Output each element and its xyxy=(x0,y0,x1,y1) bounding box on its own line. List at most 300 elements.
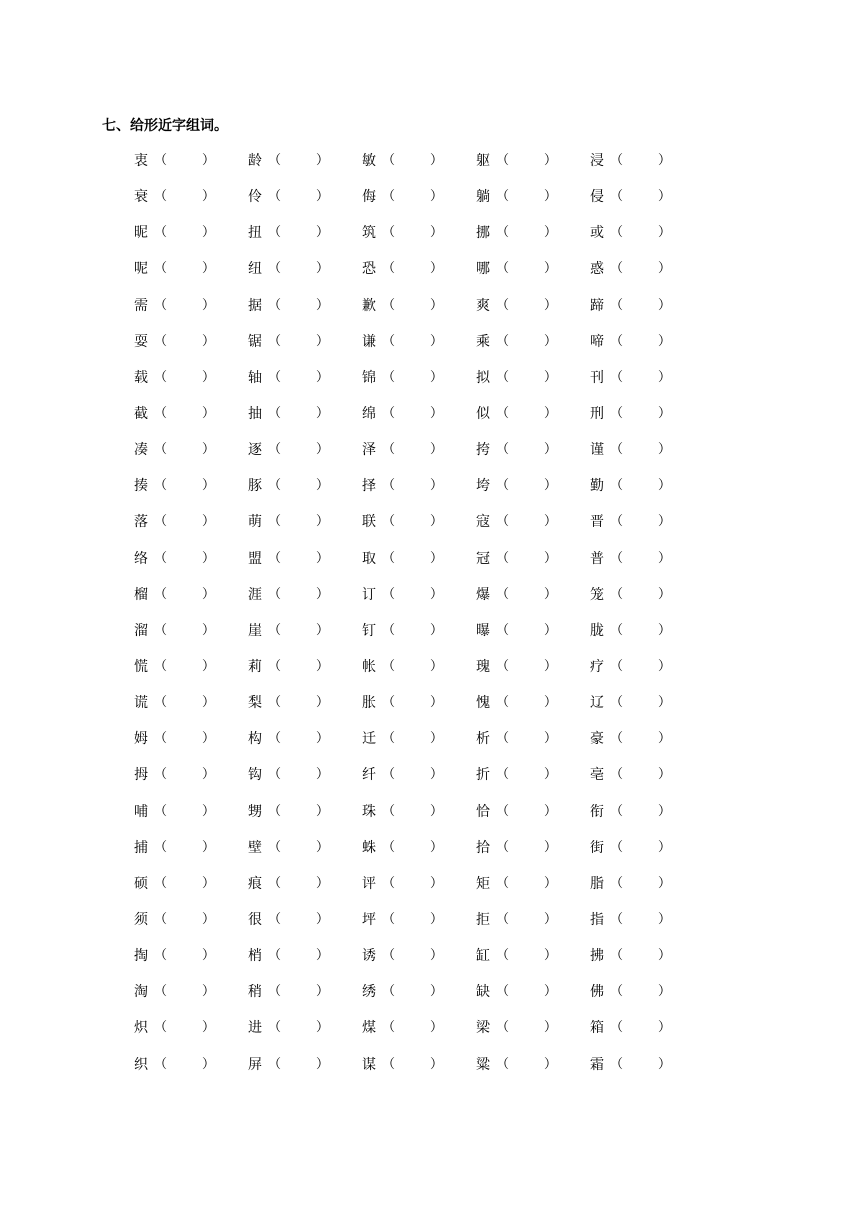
character: 筑 xyxy=(362,225,376,242)
answer-blank-close-paren: ） xyxy=(430,984,444,1000)
character: 络 xyxy=(134,550,148,567)
answer-blank-close-paren: ） xyxy=(202,405,216,421)
answer-blank-close-paren: ） xyxy=(430,225,444,241)
character: 指 xyxy=(590,911,604,928)
answer-blank-close-paren: ） xyxy=(430,658,444,674)
word-item xyxy=(134,186,234,208)
answer-blank-open-paren: （ xyxy=(382,911,396,927)
character: 耍 xyxy=(134,333,148,350)
character: 侵 xyxy=(590,189,604,206)
character: 霜 xyxy=(590,1056,604,1073)
answer-blank-close-paren: ） xyxy=(658,442,672,458)
character: 订 xyxy=(362,586,376,603)
character: 矩 xyxy=(476,875,490,892)
answer-blank-close-paren: ） xyxy=(544,767,558,783)
character: 评 xyxy=(362,875,376,892)
character: 佛 xyxy=(590,984,604,1001)
answer-blank-close-paren: ） xyxy=(658,767,672,783)
answer-blank-open-paren: （ xyxy=(268,405,282,421)
answer-blank-open-paren: （ xyxy=(382,1020,396,1036)
answer-blank-close-paren: ） xyxy=(544,695,558,711)
word-item xyxy=(362,295,462,317)
character: 很 xyxy=(248,911,262,928)
character: 甥 xyxy=(248,803,262,820)
word-item xyxy=(248,620,348,642)
word-item xyxy=(476,909,576,931)
answer-blank-close-paren: ） xyxy=(544,803,558,819)
character: 衔 xyxy=(590,803,604,820)
character: 截 xyxy=(134,405,148,422)
answer-blank-open-paren: （ xyxy=(496,767,510,783)
word-item xyxy=(476,367,576,389)
character: 纽 xyxy=(248,261,262,278)
character: 梁 xyxy=(476,1020,490,1037)
answer-blank-close-paren: ） xyxy=(316,369,330,385)
answer-blank-close-paren: ） xyxy=(658,803,672,819)
word-item xyxy=(476,620,576,642)
word-row xyxy=(134,1054,694,1090)
word-item xyxy=(476,439,576,461)
character: 寇 xyxy=(476,514,490,531)
character: 粱 xyxy=(476,1056,490,1073)
word-item xyxy=(134,981,234,1003)
section-heading: 七、给形近字组词。 xyxy=(102,118,228,134)
word-item xyxy=(248,439,348,461)
answer-blank-open-paren: （ xyxy=(496,550,510,566)
character: 绣 xyxy=(362,984,376,1001)
character: 织 xyxy=(134,1056,148,1073)
answer-blank-open-paren: （ xyxy=(154,731,168,747)
answer-blank-close-paren: ） xyxy=(430,189,444,205)
word-item xyxy=(590,945,690,967)
character: 珠 xyxy=(362,803,376,820)
answer-blank-close-paren: ） xyxy=(430,1056,444,1072)
answer-blank-close-paren: ） xyxy=(202,478,216,494)
answer-blank-open-paren: （ xyxy=(268,514,282,530)
word-item xyxy=(590,511,690,533)
character: 伶 xyxy=(248,189,262,206)
answer-blank-open-paren: （ xyxy=(610,297,624,313)
character: 拾 xyxy=(476,839,490,856)
answer-blank-open-paren: （ xyxy=(154,622,168,638)
answer-blank-close-paren: ） xyxy=(544,839,558,855)
word-item xyxy=(248,186,348,208)
answer-blank-open-paren: （ xyxy=(154,586,168,602)
word-item xyxy=(476,475,576,497)
answer-blank-open-paren: （ xyxy=(382,586,396,602)
character: 拒 xyxy=(476,911,490,928)
answer-blank-open-paren: （ xyxy=(496,261,510,277)
character: 勤 xyxy=(590,478,604,495)
word-item xyxy=(590,981,690,1003)
answer-blank-open-paren: （ xyxy=(268,297,282,313)
answer-blank-close-paren: ） xyxy=(316,875,330,891)
word-item xyxy=(248,331,348,353)
answer-blank-close-paren: ） xyxy=(544,369,558,385)
word-item xyxy=(362,548,462,570)
answer-blank-open-paren: （ xyxy=(382,333,396,349)
answer-blank-close-paren: ） xyxy=(316,622,330,638)
word-row xyxy=(134,801,694,837)
word-item xyxy=(134,728,234,750)
answer-blank-close-paren: ） xyxy=(430,803,444,819)
answer-blank-close-paren: ） xyxy=(658,658,672,674)
answer-blank-open-paren: （ xyxy=(154,153,168,168)
answer-blank-close-paren: ） xyxy=(430,622,444,638)
answer-blank-close-paren: ） xyxy=(316,658,330,674)
word-item xyxy=(476,150,576,172)
word-item xyxy=(248,403,348,425)
answer-blank-close-paren: ） xyxy=(430,261,444,277)
answer-blank-close-paren: ） xyxy=(658,622,672,638)
word-item xyxy=(590,1054,690,1076)
answer-blank-close-paren: ） xyxy=(202,803,216,819)
character: 捕 xyxy=(134,839,148,856)
answer-blank-open-paren: （ xyxy=(496,658,510,674)
word-item xyxy=(362,1017,462,1039)
answer-blank-open-paren: （ xyxy=(382,550,396,566)
character: 蹄 xyxy=(590,297,604,314)
character: 呢 xyxy=(134,261,148,278)
character: 歉 xyxy=(362,297,376,314)
word-item xyxy=(362,873,462,895)
character: 爆 xyxy=(476,586,490,603)
word-row xyxy=(134,439,694,475)
answer-blank-open-paren: （ xyxy=(154,767,168,783)
answer-blank-open-paren: （ xyxy=(382,984,396,1000)
answer-blank-open-paren: （ xyxy=(382,225,396,241)
word-item xyxy=(362,584,462,606)
answer-blank-open-paren: （ xyxy=(154,911,168,927)
answer-blank-close-paren: ） xyxy=(658,153,672,168)
character: 莉 xyxy=(248,658,262,675)
answer-blank-close-paren: ） xyxy=(202,550,216,566)
character: 浸 xyxy=(590,153,604,169)
answer-blank-close-paren: ） xyxy=(544,731,558,747)
answer-blank-open-paren: （ xyxy=(496,875,510,891)
answer-blank-close-paren: ） xyxy=(316,1056,330,1072)
character: 敏 xyxy=(362,153,376,169)
answer-blank-open-paren: （ xyxy=(496,911,510,927)
answer-blank-open-paren: （ xyxy=(154,478,168,494)
answer-blank-close-paren: ） xyxy=(658,731,672,747)
word-item xyxy=(362,728,462,750)
answer-blank-close-paren: ） xyxy=(658,514,672,530)
character: 锯 xyxy=(248,333,262,350)
answer-blank-close-paren: ） xyxy=(202,514,216,530)
character: 逐 xyxy=(248,442,262,459)
word-item xyxy=(134,258,234,280)
word-item xyxy=(362,475,462,497)
word-row xyxy=(134,367,694,403)
word-item xyxy=(248,584,348,606)
word-row xyxy=(134,837,694,873)
answer-blank-open-paren: （ xyxy=(154,839,168,855)
character: 龄 xyxy=(248,153,262,169)
answer-blank-close-paren: ） xyxy=(202,442,216,458)
word-item xyxy=(248,656,348,678)
word-item xyxy=(134,837,234,859)
answer-blank-close-paren: ） xyxy=(430,514,444,530)
answer-blank-open-paren: （ xyxy=(496,189,510,205)
word-item xyxy=(134,945,234,967)
character: 拂 xyxy=(590,948,604,965)
answer-blank-open-paren: （ xyxy=(496,333,510,349)
answer-blank-open-paren: （ xyxy=(610,405,624,421)
word-row xyxy=(134,258,694,294)
word-item xyxy=(590,258,690,280)
answer-blank-close-paren: ） xyxy=(316,1020,330,1036)
answer-blank-close-paren: ） xyxy=(202,695,216,711)
answer-blank-close-paren: ） xyxy=(430,586,444,602)
answer-blank-close-paren: ） xyxy=(544,911,558,927)
answer-blank-close-paren: ） xyxy=(658,839,672,855)
word-item xyxy=(590,150,690,172)
answer-blank-open-paren: （ xyxy=(382,875,396,891)
word-item xyxy=(134,548,234,570)
word-item xyxy=(476,801,576,823)
word-row xyxy=(134,150,694,186)
answer-blank-close-paren: ） xyxy=(430,442,444,458)
answer-blank-close-paren: ） xyxy=(202,839,216,855)
answer-blank-close-paren: ） xyxy=(316,984,330,1000)
word-item xyxy=(590,439,690,461)
word-item xyxy=(476,258,576,280)
answer-blank-close-paren: ） xyxy=(544,658,558,674)
word-item xyxy=(590,620,690,642)
answer-blank-open-paren: （ xyxy=(154,1020,168,1036)
answer-blank-close-paren: ） xyxy=(316,948,330,964)
word-row xyxy=(134,909,694,945)
answer-blank-open-paren: （ xyxy=(268,189,282,205)
word-item xyxy=(362,258,462,280)
character: 拟 xyxy=(476,369,490,386)
answer-blank-close-paren: ） xyxy=(202,1056,216,1072)
answer-blank-close-paren: ） xyxy=(202,622,216,638)
character: 豚 xyxy=(248,478,262,495)
character: 崖 xyxy=(248,622,262,639)
character: 屏 xyxy=(248,1056,262,1073)
answer-blank-close-paren: ） xyxy=(544,405,558,421)
character: 取 xyxy=(362,550,376,567)
word-item xyxy=(590,186,690,208)
answer-blank-close-paren: ） xyxy=(316,803,330,819)
word-item xyxy=(134,873,234,895)
answer-blank-open-paren: （ xyxy=(268,261,282,277)
word-item xyxy=(476,1054,576,1076)
word-item xyxy=(476,186,576,208)
character: 乘 xyxy=(476,333,490,350)
character: 煤 xyxy=(362,1020,376,1037)
answer-blank-open-paren: （ xyxy=(382,731,396,747)
word-item xyxy=(362,403,462,425)
answer-blank-open-paren: （ xyxy=(268,839,282,855)
answer-blank-open-paren: （ xyxy=(496,225,510,241)
answer-blank-open-paren: （ xyxy=(154,297,168,313)
answer-blank-open-paren: （ xyxy=(496,622,510,638)
character: 泽 xyxy=(362,442,376,459)
character: 梨 xyxy=(248,695,262,712)
answer-blank-open-paren: （ xyxy=(610,767,624,783)
character: 挎 xyxy=(476,442,490,459)
answer-blank-open-paren: （ xyxy=(154,550,168,566)
character: 哪 xyxy=(476,261,490,278)
word-row xyxy=(134,222,694,258)
answer-blank-close-paren: ） xyxy=(430,695,444,711)
answer-blank-open-paren: （ xyxy=(610,658,624,674)
character: 箱 xyxy=(590,1020,604,1037)
word-row xyxy=(134,728,694,764)
character: 谋 xyxy=(362,1056,376,1073)
answer-blank-open-paren: （ xyxy=(268,442,282,458)
word-row xyxy=(134,692,694,728)
word-item xyxy=(476,511,576,533)
word-item xyxy=(590,692,690,714)
word-item xyxy=(362,909,462,931)
word-item xyxy=(362,620,462,642)
character: 钩 xyxy=(248,767,262,784)
answer-blank-open-paren: （ xyxy=(382,514,396,530)
character: 炽 xyxy=(134,1020,148,1037)
answer-blank-close-paren: ） xyxy=(658,948,672,964)
word-row xyxy=(134,403,694,439)
answer-blank-close-paren: ） xyxy=(430,297,444,313)
answer-blank-close-paren: ） xyxy=(430,153,444,168)
answer-blank-open-paren: （ xyxy=(154,948,168,964)
answer-blank-open-paren: （ xyxy=(496,514,510,530)
word-row xyxy=(134,186,694,222)
answer-blank-open-paren: （ xyxy=(610,478,624,494)
answer-blank-open-paren: （ xyxy=(382,695,396,711)
answer-blank-close-paren: ） xyxy=(316,911,330,927)
character: 缺 xyxy=(476,984,490,1001)
character: 垮 xyxy=(476,478,490,495)
word-item xyxy=(476,981,576,1003)
answer-blank-open-paren: （ xyxy=(496,948,510,964)
answer-blank-close-paren: ） xyxy=(658,550,672,566)
word-item xyxy=(362,222,462,244)
word-item xyxy=(590,403,690,425)
answer-blank-close-paren: ） xyxy=(430,911,444,927)
character: 姆 xyxy=(134,731,148,748)
answer-blank-close-paren: ） xyxy=(430,875,444,891)
word-row xyxy=(134,475,694,511)
word-item xyxy=(476,222,576,244)
word-item xyxy=(590,584,690,606)
character: 萌 xyxy=(248,514,262,531)
character: 拇 xyxy=(134,767,148,784)
character: 落 xyxy=(134,514,148,531)
answer-blank-close-paren: ） xyxy=(202,297,216,313)
answer-blank-open-paren: （ xyxy=(268,550,282,566)
character: 载 xyxy=(134,369,148,386)
word-item xyxy=(248,909,348,931)
word-item xyxy=(134,584,234,606)
word-item xyxy=(248,1054,348,1076)
word-row xyxy=(134,656,694,692)
character: 哺 xyxy=(134,803,148,820)
answer-blank-open-paren: （ xyxy=(610,586,624,602)
word-item xyxy=(590,367,690,389)
answer-blank-close-paren: ） xyxy=(544,153,558,168)
answer-blank-close-paren: ） xyxy=(316,189,330,205)
answer-blank-close-paren: ） xyxy=(658,333,672,349)
character: 或 xyxy=(590,225,604,242)
character: 蛛 xyxy=(362,839,376,856)
character: 析 xyxy=(476,731,490,748)
answer-blank-open-paren: （ xyxy=(268,333,282,349)
answer-blank-open-paren: （ xyxy=(268,1056,282,1072)
answer-blank-open-paren: （ xyxy=(154,369,168,385)
word-item xyxy=(362,764,462,786)
answer-blank-close-paren: ） xyxy=(316,225,330,241)
word-item xyxy=(590,873,690,895)
word-item xyxy=(134,511,234,533)
word-item xyxy=(362,367,462,389)
word-item xyxy=(590,222,690,244)
answer-blank-open-paren: （ xyxy=(154,658,168,674)
word-item xyxy=(476,945,576,967)
answer-blank-close-paren: ） xyxy=(316,442,330,458)
answer-blank-open-paren: （ xyxy=(610,514,624,530)
character: 轴 xyxy=(248,369,262,386)
answer-blank-open-paren: （ xyxy=(268,622,282,638)
word-item xyxy=(134,403,234,425)
answer-blank-open-paren: （ xyxy=(496,839,510,855)
answer-blank-open-paren: （ xyxy=(496,405,510,421)
character: 恰 xyxy=(476,803,490,820)
character: 择 xyxy=(362,478,376,495)
character: 晋 xyxy=(590,514,604,531)
answer-blank-open-paren: （ xyxy=(610,948,624,964)
character: 掏 xyxy=(134,948,148,965)
answer-blank-open-paren: （ xyxy=(154,333,168,349)
word-row xyxy=(134,1017,694,1053)
answer-blank-close-paren: ） xyxy=(430,550,444,566)
answer-blank-open-paren: （ xyxy=(154,803,168,819)
answer-blank-close-paren: ） xyxy=(316,514,330,530)
answer-blank-open-paren: （ xyxy=(268,803,282,819)
word-item xyxy=(362,186,462,208)
character: 淘 xyxy=(134,984,148,1001)
answer-blank-open-paren: （ xyxy=(496,586,510,602)
word-grid xyxy=(134,150,694,1090)
word-item xyxy=(362,692,462,714)
answer-blank-close-paren: ） xyxy=(430,405,444,421)
character: 刊 xyxy=(590,369,604,386)
answer-blank-open-paren: （ xyxy=(610,153,624,168)
character: 锦 xyxy=(362,369,376,386)
answer-blank-close-paren: ） xyxy=(544,189,558,205)
answer-blank-open-paren: （ xyxy=(496,369,510,385)
character: 须 xyxy=(134,911,148,928)
answer-blank-close-paren: ） xyxy=(658,911,672,927)
word-item xyxy=(362,511,462,533)
answer-blank-open-paren: （ xyxy=(268,153,282,168)
answer-blank-close-paren: ） xyxy=(316,695,330,711)
answer-blank-close-paren: ） xyxy=(430,1020,444,1036)
character: 折 xyxy=(476,767,490,784)
answer-blank-close-paren: ） xyxy=(316,333,330,349)
word-item xyxy=(248,222,348,244)
character: 曝 xyxy=(476,622,490,639)
character: 躺 xyxy=(476,189,490,206)
word-item xyxy=(248,367,348,389)
word-item xyxy=(362,1054,462,1076)
answer-blank-close-paren: ） xyxy=(316,478,330,494)
answer-blank-close-paren: ） xyxy=(202,189,216,205)
character: 胧 xyxy=(590,622,604,639)
